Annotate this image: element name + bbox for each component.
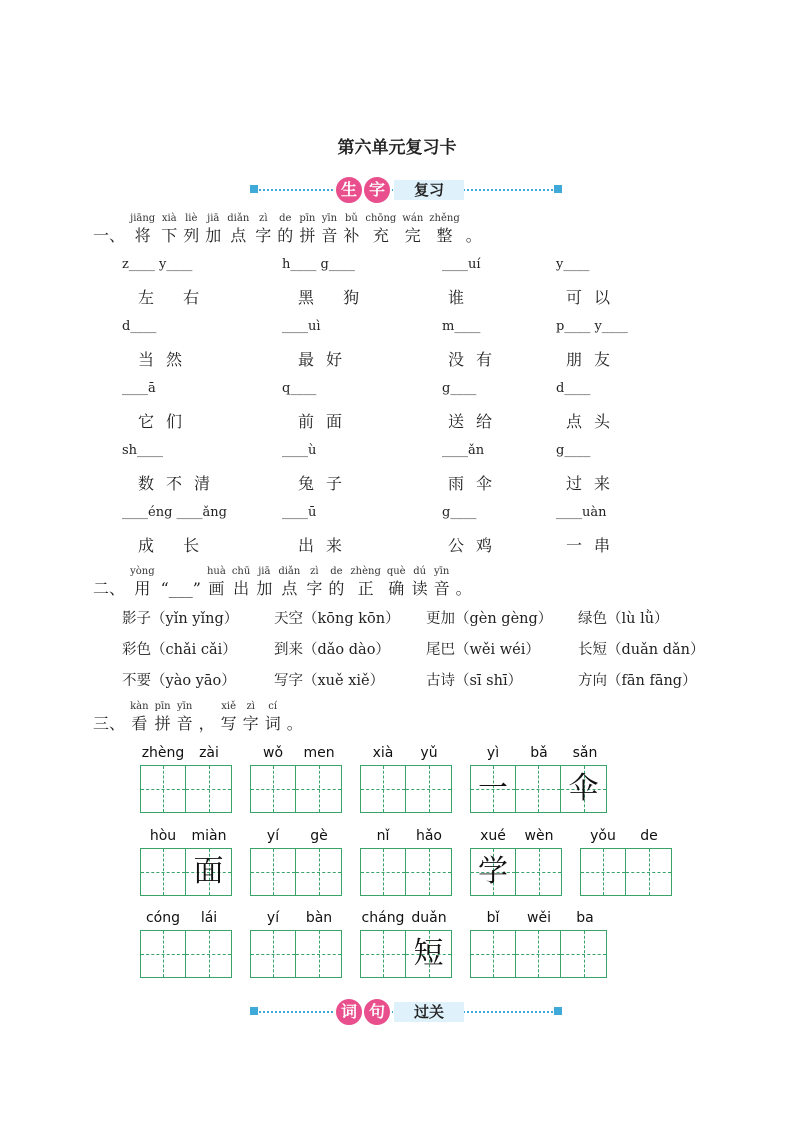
tianzige-box [360, 930, 452, 978]
pinyin-syllable: men [303, 745, 335, 761]
writing-pinyin [140, 828, 232, 846]
pinyin-blank[interactable]: d____ [556, 381, 591, 396]
ruby-pinyin: yīn [433, 566, 450, 577]
pinyin-blank[interactable]: g____ [556, 443, 591, 458]
writing-group [360, 828, 452, 913]
pinyin-syllable: wěi [527, 910, 551, 926]
ruby-hanzi: 。 [465, 226, 482, 245]
given-char: 学 [478, 854, 508, 889]
pinyin-syllable: xià [372, 745, 394, 761]
ruby-char [183, 213, 199, 246]
pinyin-syllable: bǐ [486, 910, 500, 926]
ruby-pinyin: yīn [176, 701, 193, 712]
word-chars: 一串 [566, 536, 623, 555]
ruby-hanzi: 拼 [299, 226, 316, 245]
writing-group [140, 828, 232, 913]
ruby-pinyin: jiāng [130, 213, 156, 224]
pinyin-blank[interactable]: y____ [556, 257, 590, 272]
ruby-pinyin: de [279, 213, 292, 224]
writing-pinyin [470, 828, 562, 846]
writing-cell[interactable] [561, 766, 606, 812]
word-chars: 谁 [448, 288, 477, 307]
ruby-hanzi: 正 [357, 579, 374, 598]
pinyin-syllable: cháng [361, 910, 405, 926]
ruby-pinyin: zhèng [350, 566, 381, 577]
section-banner-words [250, 997, 562, 1027]
reading-option[interactable]: 绿色（lù lǜ） [578, 611, 669, 627]
ruby-char [412, 566, 428, 599]
writing-cell[interactable] [406, 849, 451, 895]
ruby-hanzi: 画 [208, 579, 225, 598]
writing-pinyin [250, 828, 342, 846]
word-chars: 公鸡 [448, 536, 505, 555]
pinyin-syllable: cóng [145, 910, 181, 926]
question-3-heading [93, 701, 309, 734]
writing-pinyin [360, 745, 452, 763]
writing-group [360, 910, 452, 995]
ruby-char [299, 213, 315, 246]
ruby-hanzi: 确 [388, 579, 405, 598]
ruby-pinyin: bǔ [344, 213, 358, 224]
pinyin-syllable: bàn [305, 910, 333, 926]
ruby-char [265, 701, 281, 734]
ruby-pinyin: xiě [221, 701, 237, 712]
writing-cell[interactable] [186, 766, 231, 812]
writing-pinyin [250, 745, 342, 763]
pinyin-blank[interactable]: ____ǎn [442, 443, 485, 458]
reading-option[interactable]: 方向（fān fāng） [578, 673, 697, 689]
ruby-pinyin [466, 213, 482, 225]
ruby-pinyin: què [386, 566, 406, 577]
pinyin-syllable: wèn [524, 828, 554, 844]
word-chars: 前面 [298, 412, 355, 431]
ruby-pinyin: pīn [154, 701, 171, 712]
writing-cell[interactable] [581, 849, 626, 895]
word-chars: 数不清 [138, 474, 223, 493]
ruby-hanzi: 。 [455, 579, 472, 598]
ruby-pinyin: zì [246, 701, 255, 712]
writing-pinyin [250, 910, 342, 928]
writing-cell[interactable] [516, 766, 561, 812]
tianzige-box [250, 930, 342, 978]
pinyin-syllable: lái [200, 910, 218, 926]
writing-cell[interactable] [251, 766, 296, 812]
writing-cell[interactable] [626, 849, 671, 895]
ruby-hanzi: 列 [183, 226, 200, 245]
word-chars: 没有 [448, 350, 505, 369]
ruby-char [387, 566, 406, 599]
word-chars: 可以 [566, 288, 623, 307]
ruby-char [130, 213, 155, 246]
ruby-pinyin: de [330, 566, 343, 577]
writing-cell[interactable] [296, 931, 341, 977]
ruby-pinyin: liè [185, 213, 198, 224]
ruby-pinyin: zhěng [429, 213, 460, 224]
pinyin-syllable: sǎn [572, 745, 598, 761]
writing-cell[interactable] [516, 849, 561, 895]
word-chars: 成 长 [138, 536, 212, 555]
ruby-hanzi: 看 [131, 714, 148, 733]
writing-group [140, 745, 232, 830]
pinyin-syllable: miàn [191, 828, 227, 844]
divider-end-marker [250, 185, 258, 193]
ruby-hanzi: 用 [134, 579, 151, 598]
ruby-char [350, 566, 380, 599]
ruby-char [199, 701, 215, 734]
ruby-hanzi: 补 [343, 226, 360, 245]
pinyin-blank[interactable]: ____ū [282, 505, 317, 520]
divider-end-marker [554, 1007, 562, 1015]
tianzige-box [360, 765, 452, 813]
tianzige-box [250, 765, 342, 813]
pinyin-blank[interactable]: h____ g____ [282, 257, 355, 272]
ruby-hanzi: 的 [277, 226, 294, 245]
question-2-heading [93, 566, 478, 599]
writing-pinyin [140, 745, 232, 763]
word-chars: 黑 狗 [298, 288, 372, 307]
ruby-pinyin [287, 701, 303, 713]
banner-circle-char: 句 [362, 997, 392, 1027]
ruby-pinyin [199, 701, 215, 713]
word-chars: 送给 [448, 412, 505, 431]
tianzige-box [140, 930, 232, 978]
banner-tag: 复习 [394, 180, 464, 200]
ruby-char [306, 566, 322, 599]
writing-group [360, 745, 452, 830]
word-chars: 过来 [566, 474, 623, 493]
reading-option[interactable]: 影子（yǐn yǐng） [122, 611, 239, 627]
writing-pinyin [470, 745, 608, 763]
ruby-char [155, 701, 171, 734]
word-chars: 最好 [298, 350, 355, 369]
ruby-hanzi: 拼 [154, 714, 171, 733]
ruby-pinyin: wán [402, 213, 424, 224]
ruby-pinyin: zì [259, 213, 268, 224]
pinyin-syllable: de [640, 828, 658, 844]
ruby-char [177, 701, 193, 734]
ruby-pinyin: jiā [207, 213, 220, 224]
tianzige-box [140, 848, 232, 896]
ruby-char [365, 213, 396, 246]
writing-cell[interactable] [471, 931, 516, 977]
ruby-pinyin: xià [161, 213, 177, 224]
ruby-char [429, 213, 459, 246]
word-chars: 朋友 [566, 350, 623, 369]
writing-cell[interactable] [361, 766, 406, 812]
banner-circle-char: 词 [334, 997, 364, 1027]
pinyin-blank[interactable]: p____ y____ [556, 319, 628, 334]
reading-option[interactable]: 尾巴（wěi wéi） [426, 642, 540, 658]
pinyin-blank[interactable]: ____ù [282, 443, 317, 458]
word-chars: 兔子 [298, 474, 355, 493]
ruby-char [256, 566, 272, 599]
section-banner-review [250, 175, 562, 205]
banner-tag: 过关 [394, 1002, 464, 1022]
pinyin-syllable: bǎ [530, 745, 548, 761]
ruby-pinyin: pīn [299, 213, 316, 224]
divider-end-marker [250, 1007, 258, 1015]
ruby-pinyin: chōng [365, 213, 397, 224]
ruby-pinyin: chū [231, 566, 251, 577]
pinyin-syllable: wǒ [262, 745, 284, 761]
ruby-hanzi: “___” [160, 579, 201, 598]
banner-circle-char: 字 [362, 175, 392, 205]
writing-cell[interactable] [296, 849, 341, 895]
ruby-hanzi: 。 [286, 714, 303, 733]
ruby-char [243, 701, 259, 734]
tianzige-box [470, 848, 562, 896]
ruby-char [161, 566, 201, 599]
ruby-hanzi: 充 [372, 226, 389, 245]
ruby-hanzi: 音 [176, 714, 193, 733]
ruby-char [161, 213, 177, 246]
writing-group [250, 828, 342, 913]
reading-option[interactable]: 彩色（chǎi cǎi） [122, 642, 237, 658]
ruby-char [255, 213, 271, 246]
reading-option[interactable]: 更加（gèn gèng） [426, 611, 553, 627]
pinyin-blank[interactable]: ____ā [122, 381, 156, 396]
writing-pinyin [580, 828, 672, 846]
ruby-pinyin: cí [268, 701, 278, 712]
writing-cell[interactable] [361, 849, 406, 895]
reading-option[interactable]: 到来（dǎo dào） [274, 642, 390, 658]
ruby-pinyin: yòng [130, 566, 155, 577]
pinyin-syllable: xué [480, 828, 506, 844]
word-chars: 当然 [138, 350, 195, 369]
pinyin-syllable: zhèng [141, 745, 185, 761]
pinyin-blank[interactable]: d____ [122, 319, 157, 334]
pinyin-syllable: ba [576, 910, 594, 926]
question-1-heading [93, 213, 488, 246]
pinyin-syllable: yì [486, 745, 500, 761]
pinyin-blank[interactable]: q____ [282, 381, 317, 396]
ruby-char [456, 566, 472, 599]
writing-cell[interactable] [186, 849, 231, 895]
ruby-pinyin: huà [206, 566, 226, 577]
writing-pinyin [140, 910, 232, 928]
writing-cell[interactable] [296, 766, 341, 812]
writing-group [250, 910, 342, 995]
banner-circle-char: 生 [334, 175, 364, 205]
writing-group [140, 910, 232, 995]
pinyin-syllable: duǎn [411, 910, 447, 926]
reading-option[interactable]: 天空（kōng kōn） [274, 611, 400, 627]
writing-pinyin [360, 910, 452, 928]
ruby-char [130, 566, 155, 599]
ruby-hanzi: 加 [256, 579, 273, 598]
writing-cell[interactable] [516, 931, 561, 977]
ruby-hanzi: 出 [233, 579, 250, 598]
question-number: 三、 [93, 714, 126, 733]
writing-group [470, 828, 562, 913]
writing-cell[interactable] [471, 766, 516, 812]
ruby-pinyin: dú [413, 566, 427, 577]
tianzige-box [470, 765, 607, 813]
question-number: 一、 [93, 226, 126, 245]
tianzige-box [360, 848, 452, 896]
pinyin-syllable: hòu [149, 828, 177, 844]
ruby-char [232, 566, 250, 599]
pinyin-blank[interactable]: ____éng ____ǎng [122, 505, 227, 520]
pinyin-blank[interactable]: sh____ [122, 443, 164, 458]
ruby-char [207, 566, 226, 599]
ruby-hanzi: 字 [306, 579, 323, 598]
writing-cell[interactable] [141, 931, 186, 977]
ruby-hanzi: 下 [161, 226, 178, 245]
ruby-char [278, 566, 300, 599]
pinyin-syllable: yǔ [420, 745, 438, 761]
ruby-hanzi: 音 [433, 579, 450, 598]
page-title: 第六单元复习卡 [337, 138, 457, 158]
writing-cell[interactable] [471, 849, 516, 895]
writing-cell[interactable] [251, 931, 296, 977]
writing-group [470, 910, 608, 995]
ruby-hanzi: 加 [205, 226, 222, 245]
reading-option[interactable]: 写字（xuě xiě） [274, 673, 385, 689]
writing-cell[interactable] [251, 849, 296, 895]
ruby-char [287, 701, 303, 734]
writing-cell[interactable] [186, 931, 231, 977]
ruby-hanzi: 字 [242, 714, 259, 733]
divider-end-marker [554, 185, 562, 193]
ruby-hanzi: 点 [281, 579, 298, 598]
ruby-char [466, 213, 482, 246]
ruby-hanzi: 整 [436, 226, 453, 245]
tianzige-box [470, 930, 607, 978]
reading-option[interactable]: 古诗（sī shī） [426, 673, 523, 689]
pinyin-blank[interactable]: ____uí [442, 257, 481, 272]
ruby-char [130, 701, 148, 734]
word-chars: 点头 [566, 412, 623, 431]
pinyin-syllable: yí [266, 828, 280, 844]
ruby-pinyin: diǎn [278, 566, 301, 577]
pinyin-blank[interactable]: g____ [442, 505, 477, 520]
ruby-hanzi: 点 [230, 226, 247, 245]
writing-cell[interactable] [141, 766, 186, 812]
tianzige-box [250, 848, 342, 896]
ruby-pinyin: kàn [130, 701, 149, 712]
ruby-char [205, 213, 221, 246]
reading-option[interactable]: 长短（duǎn dǎn） [578, 642, 705, 658]
ruby-pinyin: yīn [321, 213, 338, 224]
ruby-char [227, 213, 249, 246]
reading-option[interactable]: 不要（yào yāo） [122, 673, 236, 689]
ruby-char [328, 566, 344, 599]
writing-cell[interactable] [561, 931, 606, 977]
ruby-pinyin [161, 566, 201, 578]
pinyin-syllable: zài [199, 745, 219, 761]
ruby-hanzi: 完 [404, 226, 421, 245]
pinyin-syllable: yí [266, 910, 280, 926]
tianzige-box [580, 848, 672, 896]
writing-cell[interactable] [406, 931, 451, 977]
ruby-pinyin: diǎn [227, 213, 250, 224]
pinyin-blank[interactable]: ____uàn [556, 505, 607, 520]
pinyin-blank[interactable]: m____ [442, 319, 481, 334]
writing-pinyin [360, 828, 452, 846]
ruby-hanzi: 的 [328, 579, 345, 598]
writing-group [470, 745, 608, 830]
ruby-hanzi: 读 [411, 579, 428, 598]
ruby-hanzi: ， [198, 714, 215, 733]
writing-cell[interactable] [141, 849, 186, 895]
ruby-char [402, 213, 423, 246]
pinyin-syllable: nǐ [376, 828, 390, 844]
ruby-pinyin [456, 566, 472, 578]
ruby-char [434, 566, 450, 599]
ruby-hanzi: 词 [264, 714, 281, 733]
word-chars: 出来 [298, 536, 355, 555]
pinyin-syllable: hǎo [415, 828, 443, 844]
ruby-char [321, 213, 337, 246]
writing-group [250, 745, 342, 830]
pinyin-syllable: gè [310, 828, 328, 844]
pinyin-blank[interactable]: g____ [442, 381, 477, 396]
writing-pinyin [470, 910, 608, 928]
given-char: 一 [478, 771, 508, 806]
ruby-char [343, 213, 359, 246]
ruby-hanzi: 将 [134, 226, 151, 245]
given-char: 短 [413, 936, 444, 971]
ruby-pinyin: zì [310, 566, 319, 577]
given-char: 伞 [568, 771, 599, 806]
question-number: 二、 [93, 579, 126, 598]
writing-group [580, 828, 672, 913]
given-char: 面 [193, 854, 224, 889]
pinyin-syllable: yǒu [590, 828, 616, 844]
ruby-hanzi: 音 [321, 226, 338, 245]
word-chars: 雨伞 [448, 474, 505, 493]
pinyin-blank[interactable]: z____ y____ [122, 257, 193, 272]
tianzige-box [140, 765, 232, 813]
ruby-hanzi: 字 [255, 226, 272, 245]
ruby-char [221, 701, 237, 734]
ruby-hanzi: 写 [220, 714, 237, 733]
writing-cell[interactable] [361, 931, 406, 977]
ruby-char [277, 213, 293, 246]
word-chars: 它们 [138, 412, 195, 431]
ruby-pinyin: jiā [258, 566, 271, 577]
pinyin-blank[interactable]: ____uì [282, 319, 321, 334]
word-chars: 左 右 [138, 288, 212, 307]
writing-cell[interactable] [406, 766, 451, 812]
